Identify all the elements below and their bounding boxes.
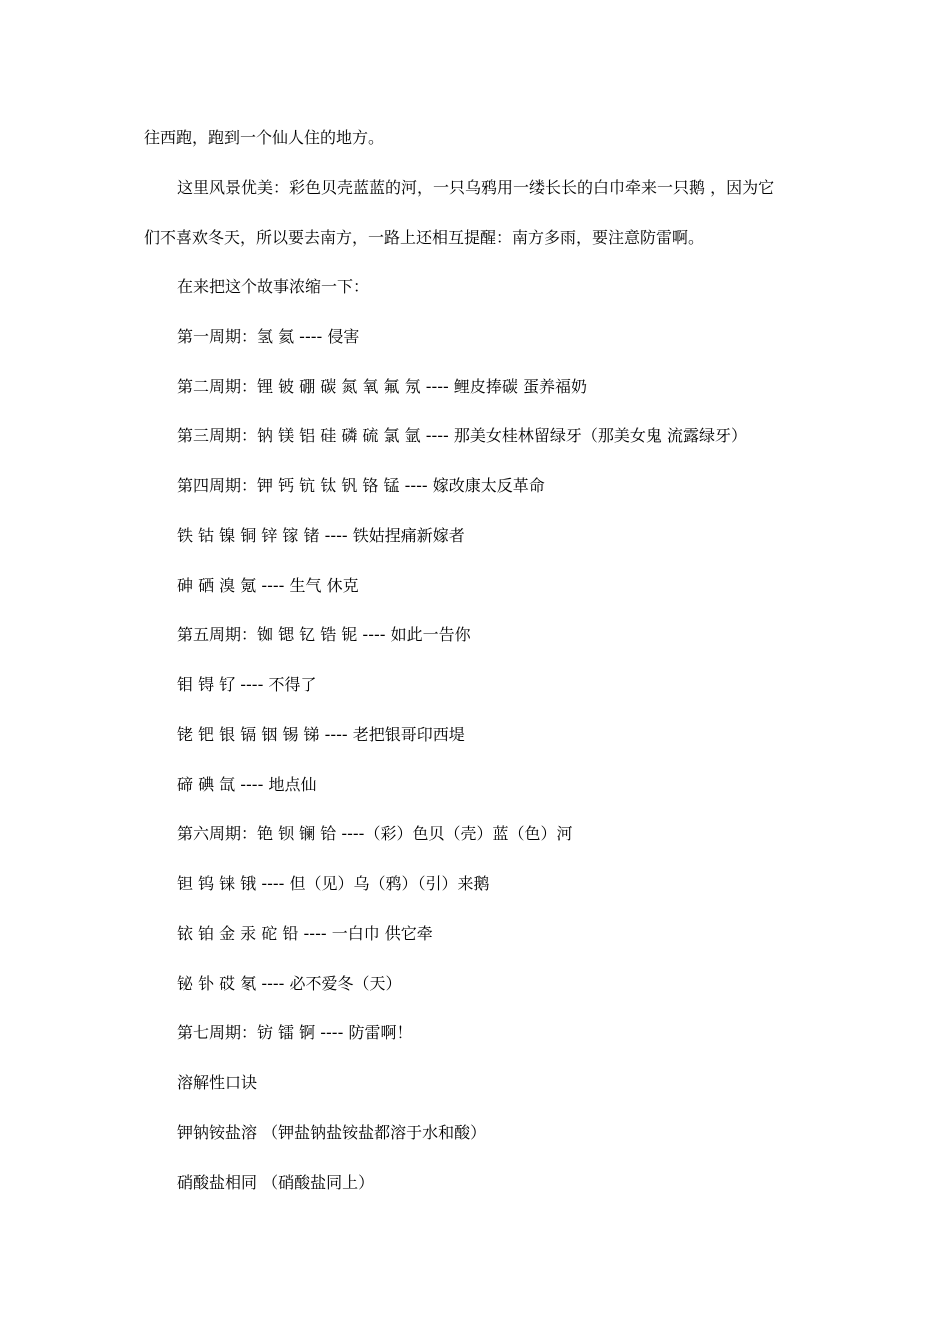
period-line: 钼 锝 钌 ---- 不得了: [177, 675, 317, 694]
period-line: 砷 硒 溴 氪 ---- 生气 休克: [177, 576, 359, 595]
period-line: 第四周期：钾 钙 钪 钛 钒 铬 锰 ---- 嫁改康太反革命: [177, 476, 545, 495]
period-line: 第六周期：铯 钡 镧 铪 ----（彩）色贝（壳）蓝（色）河: [177, 824, 573, 843]
solubility-line: 钾钠铵盐溶 （钾盐钠盐铵盐都溶于水和酸）: [177, 1123, 487, 1142]
solubility-heading: 溶解性口诀: [177, 1073, 258, 1092]
paragraph-line: 这里风景优美：彩色贝壳蓝蓝的河，一只乌鸦用一缕长长的白巾牵来一只鹅 ，因为它: [177, 178, 775, 197]
period-line: 铑 钯 银 镉 铟 锡 锑 ---- 老把银哥印西堤: [177, 725, 465, 744]
intro-line: 在来把这个故事浓缩一下：: [177, 277, 370, 296]
period-line: 第一周期：氢 氦 ---- 侵害: [177, 327, 360, 346]
period-line: 第五周期：铷 锶 钇 锆 铌 ---- 如此一告你: [177, 625, 471, 644]
period-line: 碲 碘 氙 ---- 地点仙: [177, 775, 317, 794]
period-line: 第七周期：钫 镭 锕 ---- 防雷啊！: [177, 1023, 413, 1042]
period-line: 第三周期：钠 镁 铝 硅 磷 硫 氯 氩 ---- 那美女桂林留绿牙（那美女鬼 流露绿牙）: [177, 426, 747, 445]
period-line: 钽 钨 铼 锇 ---- 但（见）乌（鸦）（引）来鹅: [177, 874, 490, 893]
period-line: 铋 钋 砹 氡 ---- 必不爱冬（天）: [177, 974, 402, 993]
paragraph-continuation: 往西跑，跑到一个仙人住的地方。: [144, 128, 385, 147]
period-line: 铁 钴 镍 铜 锌 镓 锗 ---- 铁姑捏痛新嫁者: [177, 526, 465, 545]
solubility-line: 硝酸盐相同 （硝酸盐同上）: [177, 1173, 375, 1192]
period-line: 铱 铂 金 汞 砣 铅 ---- 一白巾 供它牵: [177, 924, 433, 943]
paragraph-line: 们不喜欢冬天，所以要去南方，一路上还相互提醒：南方多雨，要注意防雷啊。: [144, 228, 705, 247]
period-line: 第二周期：锂 铍 硼 碳 氮 氧 氟 氖 ---- 鲤皮捧碳 蛋养福奶: [177, 377, 587, 396]
